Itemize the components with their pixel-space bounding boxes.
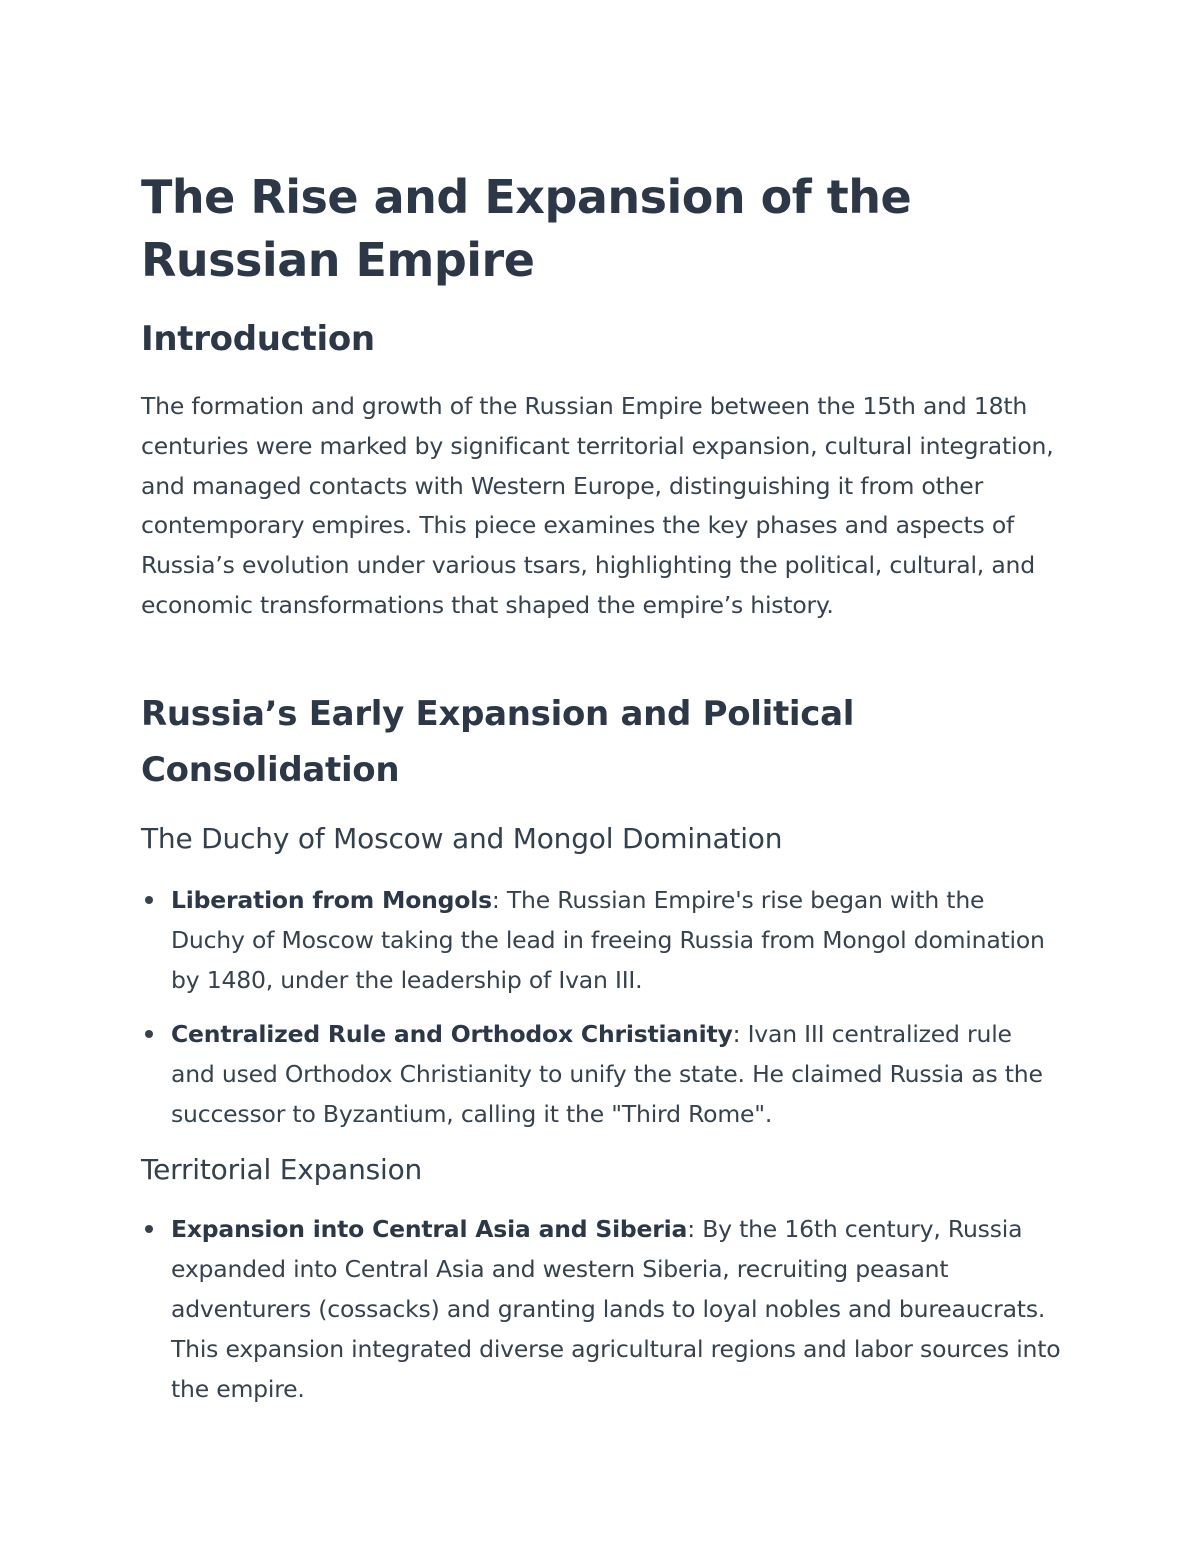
- bullet-text: : By the 16th century, Russia expanded into Central Asia and western Siberia, recruiting peasant adventurers (cossacks) and granting lands to loyal nobles and bureaucrats. This expansion integrated diverse agricultural regions and labor sources into the empire.: [171, 1215, 1061, 1403]
- bullet-dot-icon: [145, 1225, 153, 1233]
- list-item: [141, 1209, 1061, 1409]
- bullet-term: Liberation from Mongols: [171, 886, 492, 914]
- list-item: [141, 1014, 1061, 1134]
- list-item: [141, 880, 1061, 1000]
- early-expansion-heading: Russia’s Early Expansion and Political Consolidation: [141, 694, 855, 790]
- territorial-bullet-list: [141, 1209, 1061, 1423]
- territorial-expansion-heading: Territorial Expansion: [141, 1153, 423, 1186]
- introduction-paragraph: The formation and growth of the Russian Empire between the 15th and 18th centuries were marked by significant territorial expansion, cultural integration, and managed contacts with Western Europe, distinguishing it from other contemporary empires. This piece examines the key phases and aspects of Russia’s evolution under various tsars, highlighting the political, cultural, and economic transformations that shaped the empire’s history.: [141, 392, 1054, 619]
- introduction-heading: Introduction: [141, 319, 375, 359]
- document-title: The Rise and Expansion of the Russian Empire: [141, 170, 912, 287]
- bullet-text: : Ivan III centralized rule and used Orthodox Christianity to unify the state. He claimed Russia as the successor to Byzantium, calling it the "Third Rome".: [171, 1020, 1043, 1128]
- bullet-dot-icon: [145, 1030, 153, 1038]
- bullet-dot-icon: [145, 896, 153, 904]
- bullet-term: Centralized Rule and Orthodox Christianity: [171, 1020, 733, 1048]
- bullet-text: : The Russian Empire's rise began with the Duchy of Moscow taking the lead in freeing Russia from Mongol domination by 1480, under the leadership of Ivan III.: [171, 886, 1045, 994]
- duchy-bullet-list: [141, 880, 1061, 1148]
- duchy-of-moscow-heading: The Duchy of Moscow and Mongol Domination: [141, 822, 783, 855]
- bullet-term: Expansion into Central Asia and Siberia: [171, 1215, 688, 1243]
